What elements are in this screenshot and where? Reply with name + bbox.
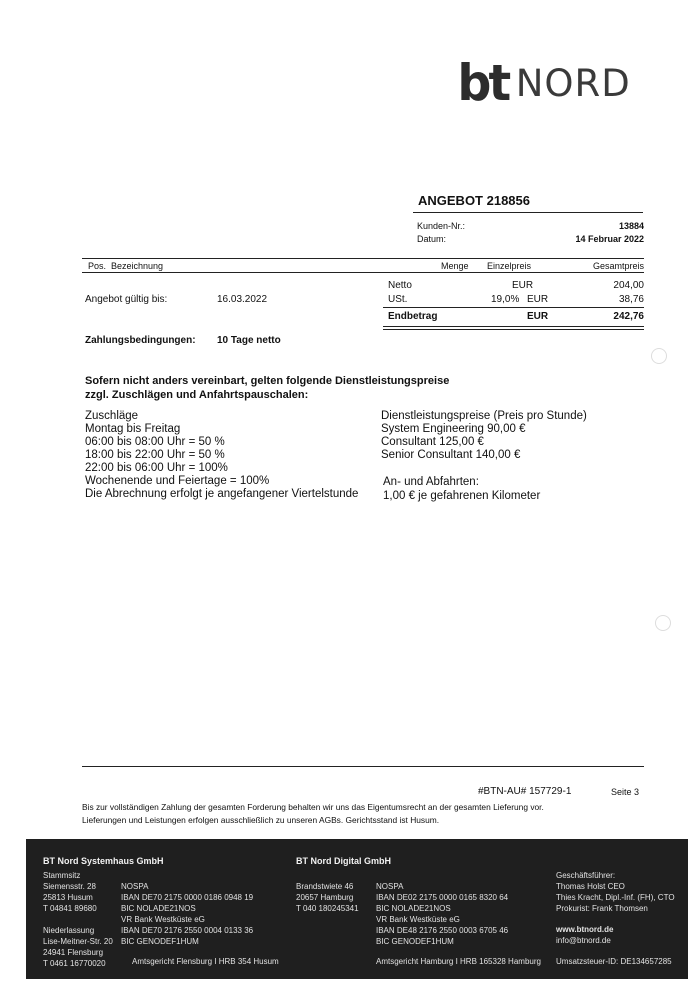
date-value: 14 Februar 2022 — [575, 234, 644, 244]
systemhaus-register: Amtsgericht Flensburg I HRB 354 Husum — [132, 957, 279, 966]
ust-label: USt. — [388, 294, 408, 305]
systemhaus-bank — [121, 881, 253, 947]
footer-rule — [82, 766, 644, 767]
travel-costs — [383, 476, 540, 503]
col-menge: Menge — [441, 261, 469, 271]
vat-id: Umsatzsteuer-ID: DE134657285 — [556, 957, 672, 966]
bank-line: BIC GENODEF1HUM — [121, 937, 199, 946]
address-line — [43, 914, 113, 925]
address-line: 25813 Husum — [43, 893, 93, 902]
address-line: Niederlassung — [43, 926, 95, 935]
table-header-rule — [82, 272, 644, 273]
management-line: Thomas Holst CEO — [556, 882, 625, 891]
service-prices-list — [381, 410, 587, 462]
address-line: T 0461 16770020 — [43, 959, 106, 968]
endbetrag-label: Endbetrag — [388, 311, 438, 322]
address-line: T 040 180245341 — [296, 904, 359, 913]
customer-number-label: Kunden-Nr.: — [417, 221, 466, 231]
company-footer — [26, 839, 688, 979]
terms-note: Lieferungen und Leistungen erfolgen ausschließlich zu unseren AGBs. Gerichtsstand ist Husum. — [82, 815, 440, 825]
netto-label: Netto — [388, 280, 412, 291]
list-item: Dienstleistungspreise (Preis pro Stunde) — [381, 410, 587, 422]
address-line: T 04841 89680 — [43, 904, 97, 913]
bank-line: BIC GENODEF1HUM — [376, 937, 454, 946]
total-rule-bottom-1 — [383, 326, 644, 327]
logo-nord: NORD — [515, 62, 631, 105]
bank-line: IBAN DE70 2176 2550 0004 0133 36 — [121, 926, 254, 935]
table-top-rule — [82, 258, 644, 259]
management — [556, 870, 675, 914]
date-label: Datum: — [417, 234, 447, 244]
bank-line: IBAN DE02 2175 0000 0165 8320 64 — [376, 893, 509, 902]
payment-terms-label: Zahlungsbedingungen: — [85, 335, 196, 346]
endbetrag-currency: EUR — [527, 311, 549, 322]
logo-bt: bt — [457, 54, 509, 112]
divider — [413, 212, 643, 213]
col-einzelpreis: Einzelpreis — [487, 261, 532, 271]
management-line: Thies Kracht, Dipl.-Inf. (FH), CTO — [556, 893, 675, 902]
company-logo — [456, 54, 631, 112]
list-item: Montag bis Freitag — [85, 423, 181, 435]
endbetrag-value: 242,76 — [613, 311, 644, 322]
management-line: Prokurist: Frank Thomsen — [556, 904, 648, 913]
page-number: Seite 3 — [611, 787, 640, 797]
list-item: Zuschläge — [85, 410, 139, 422]
bank-line: IBAN DE70 2175 0000 0186 0948 19 — [121, 893, 254, 902]
address-line: Brandstwiete 46 — [296, 882, 354, 891]
list-item: An- und Abfahrten: — [383, 476, 479, 488]
bank-line: BIC NOLADE21NOS — [121, 904, 196, 913]
list-item: Wochenende und Feiertage = 100% — [85, 475, 270, 487]
digital-bank — [376, 881, 508, 947]
list-item: 18:00 bis 22:00 Uhr = 50 % — [85, 449, 225, 461]
list-item: 1,00 € je gefahrenen Kilometer — [383, 490, 541, 502]
systemhaus-name: BT Nord Systemhaus GmbH — [43, 856, 164, 866]
address-line: Lise-Meitner-Str. 20 — [43, 937, 113, 946]
bank-line: VR Bank Westküste eG — [121, 915, 205, 924]
surcharges-list — [85, 410, 358, 501]
total-rule-top — [383, 307, 644, 308]
address-line: 24941 Flensburg — [43, 948, 104, 957]
ust-value: 38,76 — [618, 294, 644, 305]
management-line: Geschäftsführer: — [556, 871, 616, 880]
punch-hole-mark — [651, 348, 667, 364]
col-gesamtpreis: Gesamtpreis — [592, 261, 644, 271]
list-item: 06:00 bis 08:00 Uhr = 50 % — [85, 436, 225, 448]
valid-until-label: Angebot gültig bis: — [85, 294, 168, 305]
ust-currency: EUR — [527, 294, 549, 305]
address-line: Stammsitz — [43, 871, 81, 880]
netto-value: 204,00 — [613, 280, 644, 291]
col-bezeichnung: Bezeichnung — [111, 261, 164, 271]
col-pos: Pos. — [88, 261, 107, 271]
punch-hole-mark — [655, 615, 671, 631]
bank-line: NOSPA — [121, 882, 149, 891]
systemhaus-address — [43, 870, 113, 969]
netto-currency: EUR — [512, 280, 534, 291]
bank-line: NOSPA — [376, 882, 404, 891]
address-line: 20657 Hamburg — [296, 893, 354, 902]
email-link[interactable]: info@btnord.de — [556, 936, 611, 945]
offer-title: ANGEBOT 218856 — [418, 193, 530, 208]
document-reference: #BTN-AU# 157729-1 — [478, 786, 572, 797]
ust-rate: 19,0% — [491, 294, 520, 305]
total-rule-bottom-2 — [383, 329, 644, 330]
bank-line: BIC NOLADE21NOS — [376, 904, 451, 913]
services-heading-1: Sofern nicht anders vereinbart, gelten folgende Dienstleistungspreise — [85, 375, 450, 387]
bank-line: IBAN DE48 2176 2550 0003 6705 46 — [376, 926, 509, 935]
services-heading-2: zzgl. Zuschlägen und Anfahrtspauschalen: — [85, 389, 309, 401]
digital-register: Amtsgericht Hamburg I HRB 165328 Hamburg — [376, 957, 541, 966]
website-link[interactable]: www.btnord.de — [556, 925, 614, 934]
address-line: Siemensstr. 28 — [43, 882, 96, 891]
list-item: 22:00 bis 06:00 Uhr = 100% — [85, 462, 228, 474]
list-item: Die Abrechnung erfolgt je angefangener Viertelstunde — [85, 488, 359, 500]
list-item: Consultant 125,00 € — [381, 436, 484, 448]
payment-terms-value: 10 Tage netto — [217, 335, 281, 346]
ownership-note: Bis zur vollständigen Zahlung der gesamten Forderung behalten wir uns das Eigentumsrecht an der gesamten Lieferung vor. — [82, 802, 544, 812]
digital-name: BT Nord Digital GmbH — [296, 856, 391, 866]
bank-line: VR Bank Westküste eG — [376, 915, 460, 924]
digital-address — [296, 881, 359, 914]
valid-until-value: 16.03.2022 — [217, 294, 268, 305]
list-item: System Engineering 90,00 € — [381, 423, 526, 435]
list-item: Senior Consultant 140,00 € — [381, 449, 521, 461]
customer-number-value: 13884 — [618, 221, 644, 231]
